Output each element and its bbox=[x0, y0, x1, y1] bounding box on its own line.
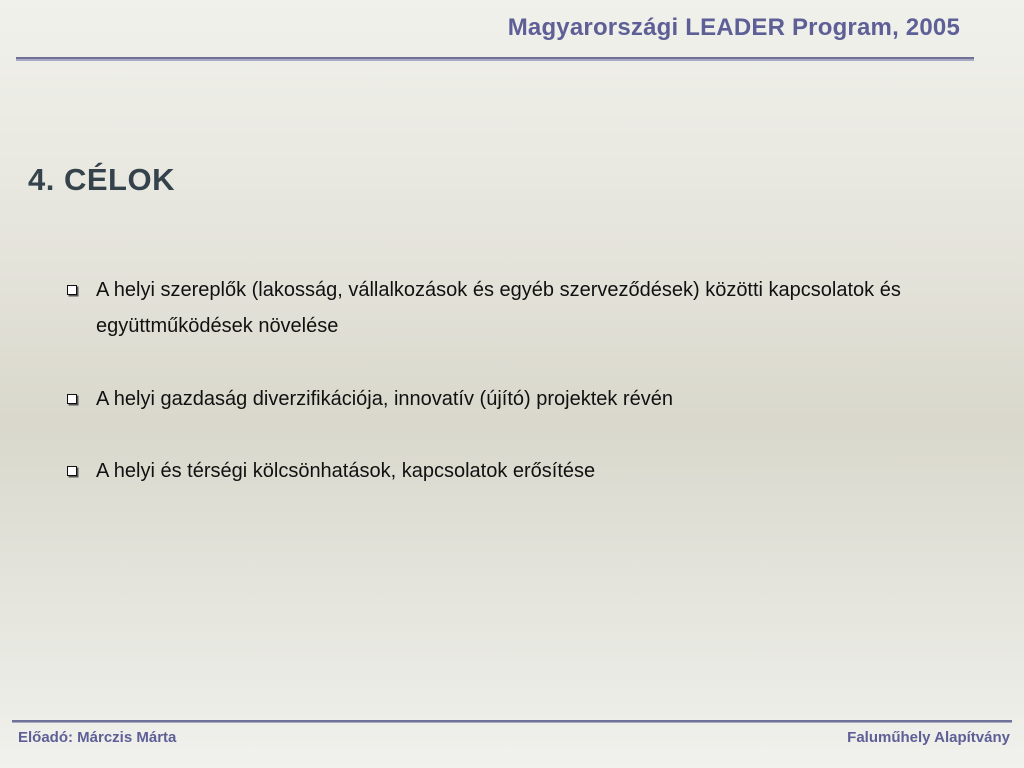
header-divider bbox=[16, 57, 974, 61]
presentation-title: Magyarországi LEADER Program, 2005 bbox=[507, 14, 960, 41]
footer-presenter: Előadó: Márczis Márta bbox=[18, 729, 177, 746]
slide-heading: 4. CÉLOK bbox=[28, 162, 175, 197]
footer-organization: Faluműhely Alapítvány bbox=[847, 729, 1010, 746]
bullet-text: A helyi és térségi kölcsönhatások, kapcsolatok erősítése bbox=[96, 460, 596, 482]
bullet-item bbox=[66, 453, 966, 489]
footer-divider bbox=[12, 720, 1012, 723]
bullet-text: A helyi szereplők (lakosság, vállalkozások és egyéb szerveződések) közötti kapcsolatok és együttműködések növelése bbox=[96, 279, 901, 337]
bullet-text: A helyi gazdaság diverzifikációja, innovatív (újító) projektek révén bbox=[96, 388, 673, 410]
hollow-square-bullet-icon bbox=[67, 394, 77, 404]
hollow-square-bullet-icon bbox=[67, 285, 77, 295]
bullet-item bbox=[66, 381, 966, 417]
hollow-square-bullet-icon bbox=[67, 466, 77, 476]
goals-bullet-list bbox=[66, 274, 966, 526]
bullet-item bbox=[66, 272, 966, 344]
